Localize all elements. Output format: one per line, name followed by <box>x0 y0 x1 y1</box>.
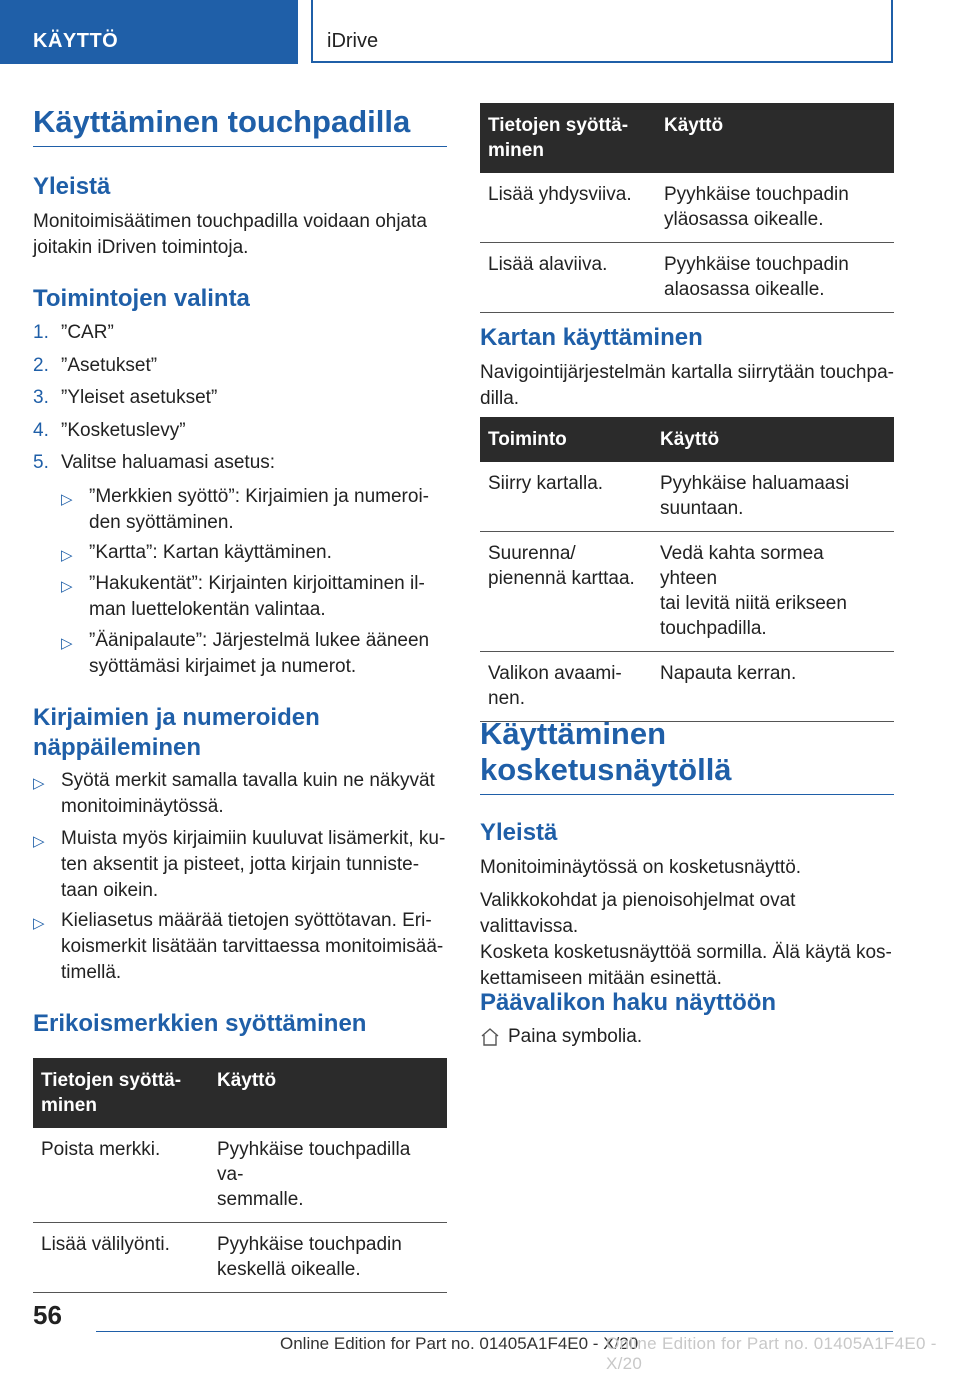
table-header-row <box>480 417 894 462</box>
triangle-bullet-icon: ▷ <box>33 833 45 850</box>
step-text: Valitse haluamasi asetus: <box>61 452 276 473</box>
table-row <box>33 1223 447 1293</box>
letters-bullet-text: Syötä merkit samalla tavalla kuin ne näkyvät monitoiminäytössä. <box>61 770 435 817</box>
page-title: Käyttäminen touchpadilla <box>33 104 447 147</box>
general-text: Monitoimisäätimen touchpadilla voidaan ohjata joitakin iDriven toimintoja. <box>33 211 427 258</box>
step-number: 4. <box>33 420 49 441</box>
table-header-cell: Käyttö <box>652 417 894 462</box>
table-cell: Lisää alaviiva. <box>480 243 656 313</box>
table-cell: Lisää välilyönti. <box>33 1223 209 1293</box>
letters-bullet-text: Kieliasetus määrää tietojen syöttötavan. Eri- koismerkit lisätään tarvittaessa monitoimisää- timellä. <box>61 910 444 983</box>
table-header-cell: Tietojen syöttä- minen <box>480 103 656 173</box>
touch-title: Käyttäminen kosketusnäytöllä <box>480 716 894 795</box>
triangle-bullet-icon: ▷ <box>61 491 73 508</box>
table-row <box>480 173 894 243</box>
letters-bullet-text: Muista myös kirjaimiin kuuluvat lisämerkit, ku- ten aksentit ja pisteet, jotta kirjain tunniste- taan oikein. <box>61 828 446 901</box>
table-cell: Vedä kahta sormea yhteen tai levitä niitä erikseen touchpadilla. <box>652 532 894 652</box>
table-cell: Lisää yhdysviiva. <box>480 173 656 243</box>
table-header-cell: Tietojen syöttä- minen <box>33 1058 209 1128</box>
table-cell: Pyyhkäise touchpadilla va- semmalle. <box>209 1128 447 1223</box>
special-heading: Erikoismerkkien syöttäminen <box>33 1010 367 1037</box>
table-header-row <box>33 1058 447 1128</box>
sub-option-text: ”Hakukentät”: Kirjainten kirjoittaminen il- man luettelokentän valintaa. <box>89 573 425 620</box>
table-header-row <box>480 103 894 173</box>
triangle-bullet-icon: ▷ <box>33 775 45 792</box>
header-section-label: KÄYTTÖ <box>33 30 119 52</box>
footer-divider <box>96 1331 893 1332</box>
table-cell: Napauta kerran. <box>652 652 894 722</box>
table-cell: Valikon avaami- nen. <box>480 652 652 722</box>
table-cell: Pyyhkäise touchpadin alaosassa oikealle. <box>656 243 894 313</box>
step-text: ”Asetukset” <box>61 355 158 376</box>
sub-option-text: ”Merkkien syöttö”: Kirjaimien ja numeroi- den syöttäminen. <box>89 486 429 533</box>
step-number: 1. <box>33 322 49 343</box>
special-chars-table-continued <box>480 103 894 313</box>
header-chapter-box <box>311 0 893 63</box>
table-cell: Poista merkki. <box>33 1128 209 1223</box>
step-text: ”Kosketuslevy” <box>61 420 186 441</box>
sub-option-text: ”Kartta”: Kartan käyttäminen. <box>89 542 332 563</box>
touch-general-heading: Yleistä <box>480 819 558 846</box>
table-cell: Pyyhkäise haluamaasi suuntaan. <box>652 462 894 532</box>
letters-heading: Kirjaimien ja numeroiden näppäileminen <box>33 704 320 761</box>
triangle-bullet-icon: ▷ <box>33 915 45 932</box>
map-heading: Kartan käyttäminen <box>480 324 703 351</box>
home-icon <box>480 1027 500 1047</box>
table-row <box>33 1128 447 1223</box>
table-row <box>480 243 894 313</box>
main-menu-text: Paina symbolia. <box>508 1026 643 1047</box>
header-section-tab <box>0 0 298 64</box>
triangle-bullet-icon: ▷ <box>61 547 73 564</box>
touch-text-2: Valikkokohdat ja pienoisohjelmat ovat valittavissa. Kosketa kosketusnäyttöä sormilla. Älä käytä kos- kettamiseen mitään esinettä. <box>480 890 892 989</box>
table-cell: Siirry kartalla. <box>480 462 652 532</box>
table-header-cell: Käyttö <box>656 103 894 173</box>
triangle-bullet-icon: ▷ <box>61 635 73 652</box>
footer-edition: Online Edition for Part no. 01405A1F4E0 - X/20 <box>280 1334 639 1353</box>
page-number: 56 <box>33 1300 62 1330</box>
step-number: 5. <box>33 452 49 473</box>
step-text: ”Yleiset asetukset” <box>61 387 218 408</box>
main-menu-heading: Päävalikon haku näyttöön <box>480 989 777 1016</box>
touch-text-1: Monitoiminäytössä on kosketusnäyttö. <box>480 857 802 878</box>
special-chars-table <box>33 1058 447 1293</box>
map-table <box>480 417 894 722</box>
watermark: Online Edition for Part no. 01405A1F4E0 - X/20 <box>606 1334 937 1373</box>
table-cell: Pyyhkäise touchpadin yläosassa oikealle. <box>656 173 894 243</box>
table-cell: Pyyhkäise touchpadin keskellä oikealle. <box>209 1223 447 1293</box>
general-heading: Yleistä <box>33 173 111 200</box>
table-cell: Suurenna/ pienennä karttaa. <box>480 532 652 652</box>
step-text: ”CAR” <box>61 322 114 343</box>
select-heading: Toimintojen valinta <box>33 285 250 312</box>
header-chapter-label: iDrive <box>327 30 379 52</box>
sub-option-text: ”Äänipalaute”: Järjestelmä lukee ääneen syöttämäsi kirjaimet ja numerot. <box>89 630 430 677</box>
step-number: 2. <box>33 355 49 376</box>
table-row <box>480 462 894 532</box>
triangle-bullet-icon: ▷ <box>61 578 73 595</box>
table-header-cell: Käyttö <box>209 1058 447 1128</box>
step-number: 3. <box>33 387 49 408</box>
table-row <box>480 532 894 652</box>
table-header-cell: Toiminto <box>480 417 652 462</box>
map-text: Navigointijärjestelmän kartalla siirrytään touchpa- dilla. <box>480 362 894 409</box>
table-row <box>480 652 894 722</box>
